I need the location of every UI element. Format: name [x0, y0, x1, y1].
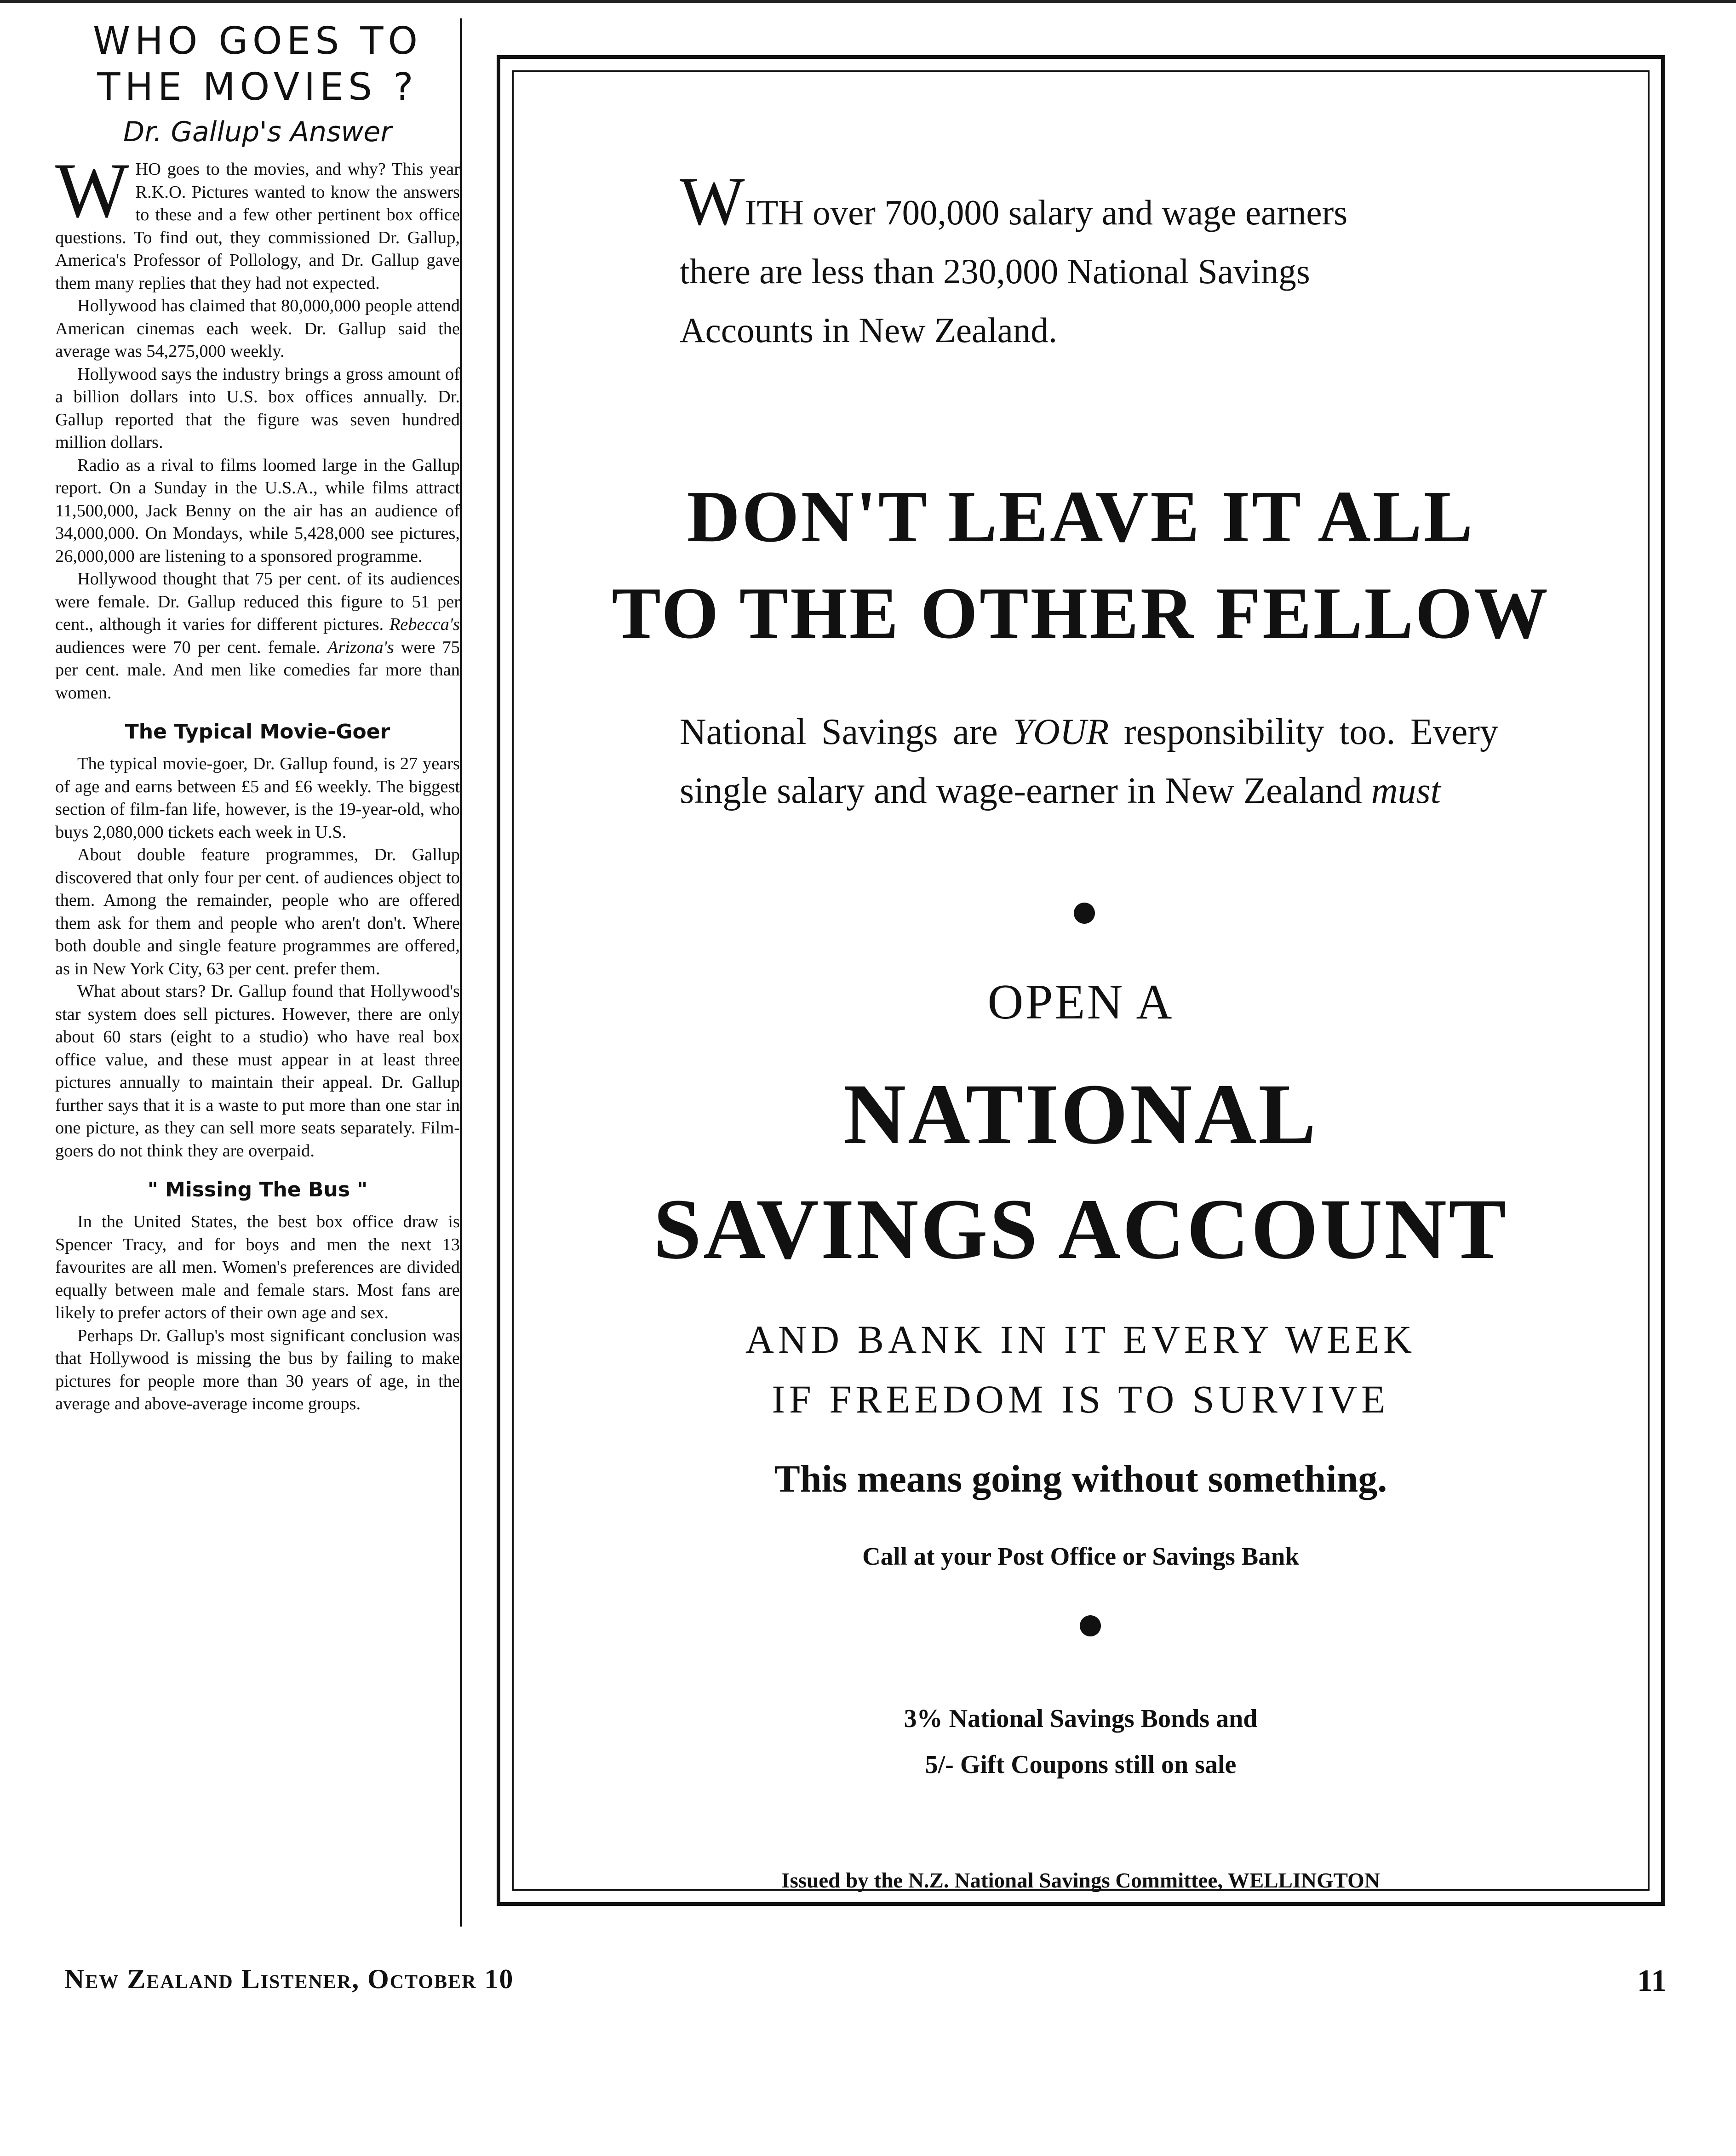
article-paragraph-10: Perhaps Dr. Gallup's most significant conclusion was that Hollywood is missing the bus by failing to make pictures for people more than 30 years of age, in the average and above-average income groups. [55, 1326, 460, 1413]
article-paragraph-5 [55, 568, 460, 704]
top-rule [0, 0, 1736, 3]
article-column [55, 18, 460, 1416]
paragraph-5-text-a: Hollywood thought that 75 per cent. of its audiences were female. Dr. Gallup reduced this figure to 51 per cent., although it varies for different pictures. [55, 569, 460, 634]
column-rule [460, 18, 462, 1927]
article-paragraph-7: About double feature programmes, Dr. Gallup discovered that only four per cent. of audiences object to them. Among the remainder, people who are offered them ask for them and people who aren't don't. Where both double and single feature programmes are offered, as in New York City, 63 per cent. prefer them. [55, 845, 460, 978]
article-paragraph-6: The typical movie-goer, Dr. Gallup found, is 27 years of age and earns between £5 and £6 weekly. The biggest section of film-fan life, however, is the 19-year-old, who buys 2,080,000 tickets each week in U.S. [55, 754, 460, 842]
resp-text-b: responsibility too. Every single salary and wage-earner in New Zealand [680, 712, 1498, 811]
ad-intro [680, 163, 1507, 360]
drop-cap: W [55, 147, 129, 234]
article-paragraph-3: Hollywood says the industry brings a gross amount of a billion dollars into U.S. box offices annually. Dr. Gallup reported that the figure was seven hundred million dollars. [55, 364, 460, 452]
ad-bonds-line-2: 5/- Gift Coupons still on sale [925, 1750, 1237, 1779]
resp-must: must [1371, 771, 1441, 811]
ad-issued-by: Issued by the N.Z. National Savings Committee, WELLINGTON [781, 1869, 1380, 1893]
article-title-line-1: WHO GOES TO [93, 19, 422, 63]
subheading-typical-movie-goer: The Typical Movie-Goer [125, 720, 390, 743]
ad-call-post-office: Call at your Post Office or Savings Bank [862, 1542, 1299, 1570]
bullet-dot-2 [1080, 1615, 1101, 1636]
ad-account-line-2: SAVINGS ACCOUNT [653, 1181, 1508, 1277]
article-paragraph-8: What about stars? Dr. Gallup found that Hollywood's star system does sell pictures. However, there are only about 60 stars (eight to a studio) who have real box office value, and these must appear in at least three pictures annually to maintain their appeal. Dr. Gallup further says that it is a waste to put more than one star in one picture, as they can sell more seats separately. Film-goers do not think they are overpaid. [55, 982, 460, 1161]
ad-intro-line-2: there are less than 230,000 National Savings [680, 252, 1310, 291]
film-title-arizona: Arizona's [327, 637, 394, 657]
ad-going-without: This means going without something. [774, 1458, 1387, 1500]
ad-open-a: OPEN A [987, 975, 1174, 1029]
article-title [55, 18, 460, 110]
ad-intro-line-1: ITH over 700,000 salary and wage earners [745, 193, 1348, 232]
savings-advertisement [497, 55, 1665, 1906]
film-title-rebecca: Rebecca's [389, 615, 460, 634]
ad-bonds-line-1: 3% National Savings Bonds and [904, 1704, 1258, 1733]
ad-account-title [500, 1057, 1661, 1287]
ad-responsibility-text [680, 703, 1498, 820]
paragraph-5-text-c: were 75 per cent. male. And men like comedies far more than women. [55, 637, 460, 703]
subheading-missing-the-bus: " Missing The Bus " [147, 1178, 368, 1201]
ad-intro-initial: W [680, 163, 745, 240]
ad-account-line-1: NATIONAL [843, 1066, 1318, 1162]
ad-headline-line-1: DON'T LEAVE IT ALL [687, 475, 1475, 557]
article-paragraph-2: Hollywood has claimed that 80,000,000 people attend American cinemas each week. Dr. Gallup said the average was 54,275,000 weekly. [55, 296, 460, 361]
ad-bank-line-2: IF FREEDOM IS TO SURVIVE [772, 1377, 1390, 1421]
ad-headline-line-2: TO THE OTHER FELLOW [612, 572, 1550, 654]
article-paragraph-1 [55, 147, 460, 295]
ad-bank-line-1: AND BANK IN IT EVERY WEEK [745, 1317, 1416, 1361]
ad-bank-every-week [500, 1310, 1661, 1429]
ad-headline [500, 468, 1661, 661]
article-subtitle: Dr. Gallup's Answer [123, 116, 392, 148]
publication-footer: New Zealand Listener, October 10 [64, 1964, 514, 1994]
article-paragraph-4: Radio as a rival to films loomed large in the Gallup report. On a Sunday in the U.S.A., while films attract 11,500,000, Jack Benny on the air has an audience of 34,000,000. On Mondays, while 5,428,000 see pictures, 26,000,000 are listening to a sponsored programme. [55, 455, 460, 566]
article-paragraph-1-text: HO goes to the movies, and why? This year R.K.O. Pictures wanted to know the answers to these and a few other pertinent box office questions. To find out, they commissioned Dr. Gallup, America's Professor of Pollology, and Dr. Gallup gave them many replies that they had not expected. [55, 160, 460, 293]
ad-intro-line-3: Accounts in New Zealand. [680, 310, 1058, 350]
ad-bonds [500, 1696, 1661, 1788]
bullet-dot-1 [1074, 903, 1095, 924]
article-paragraph-9: In the United States, the best box office draw is Spencer Tracy, and for boys and men the next 13 favourites are all men. Women's preferences are divided equally between male and female stars. Most fans are likely to prefer actors of their own age and sex. [55, 1212, 460, 1322]
resp-text-a: National Savings are [680, 712, 1013, 752]
page-number: 11 [1637, 1963, 1667, 1998]
resp-your: YOUR [1013, 712, 1109, 752]
paragraph-5-text-b: audiences were 70 per cent. female. [55, 637, 327, 657]
article-title-line-2: THE MOVIES ? [97, 65, 418, 109]
